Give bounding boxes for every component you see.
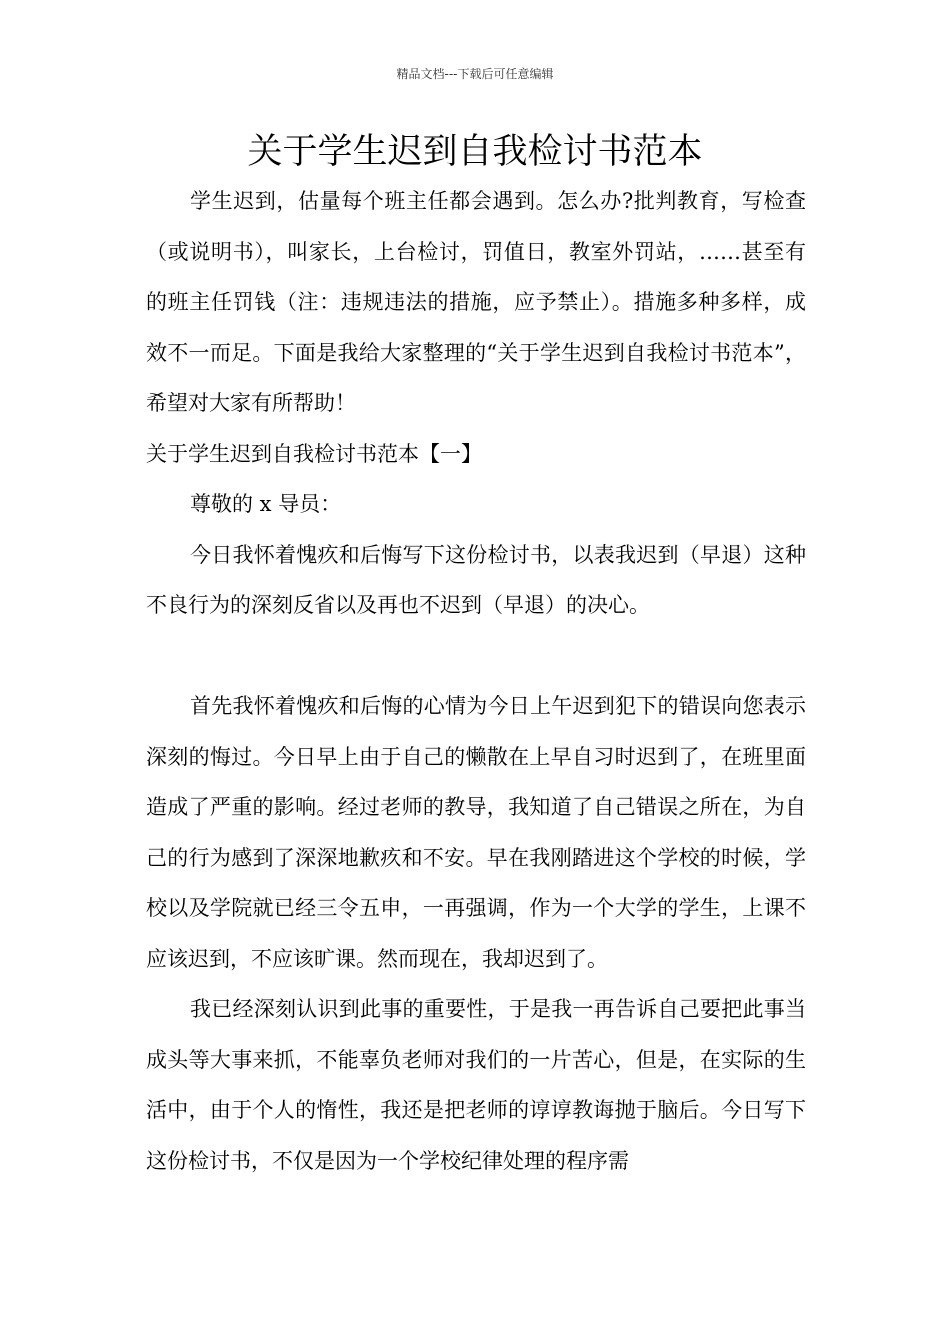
blank-line (146, 631, 806, 682)
header-note: 精品文档---下载后可任意编辑 (396, 67, 554, 81)
paragraph-3: 我已经深刻认识到此事的重要性，于是我一再告诉自己要把此事当成头等大事来抓，不能辜负老师对我们的一片苦心，但是，在实际的生活中，由于个人的惰性，我还是把老师的谆谆教诲抛于脑后。今日写下这份检讨书，不仅是因为一个学校纪律处理的程序需 (146, 997, 806, 1173)
paragraph-1: 今日我怀着愧疚和后悔写下这份检讨书，以表我迟到（早退）这种不良行为的深刻反省以及再也不迟到（早退）的决心。 (146, 542, 806, 617)
paragraph-2: 首先我怀着愧疚和后悔的心情为今日上午迟到犯下的错误向您表示深刻的悔过。今日早上由于自己的懒散在上早自习时迟到了，在班里面造成了严重的影响。经过老师的教导，我知道了自己错误之所在，为自己的行为感到了深深地歉疚和不安。早在我刚踏进这个学校的时候，学校以及学院就已经三令五申，一再强调，作为一个大学的学生，上课不应该迟到，不应该旷课。然而现在，我却迟到了。 (146, 694, 806, 971)
salutation: 尊敬的 x 导员： (190, 492, 342, 516)
document-title: 关于学生迟到自我检讨书范本 (247, 132, 703, 172)
document-body (146, 176, 806, 1186)
section-heading: 关于学生迟到自我检讨书范本【一】 (146, 441, 482, 466)
intro-paragraph: 学生迟到，估量每个班主任都会遇到。怎么办?批判教育，写检查（或说明书），叫家长，上台检讨，罚值日，教室外罚站，……甚至有的班主任罚钱（注：违规违法的措施，应予禁止）。措施多种多样，成效不一而足。下面是我给大家整理的“关于学生迟到自我检讨书范本”，希望对大家有所帮助！ (146, 189, 806, 415)
